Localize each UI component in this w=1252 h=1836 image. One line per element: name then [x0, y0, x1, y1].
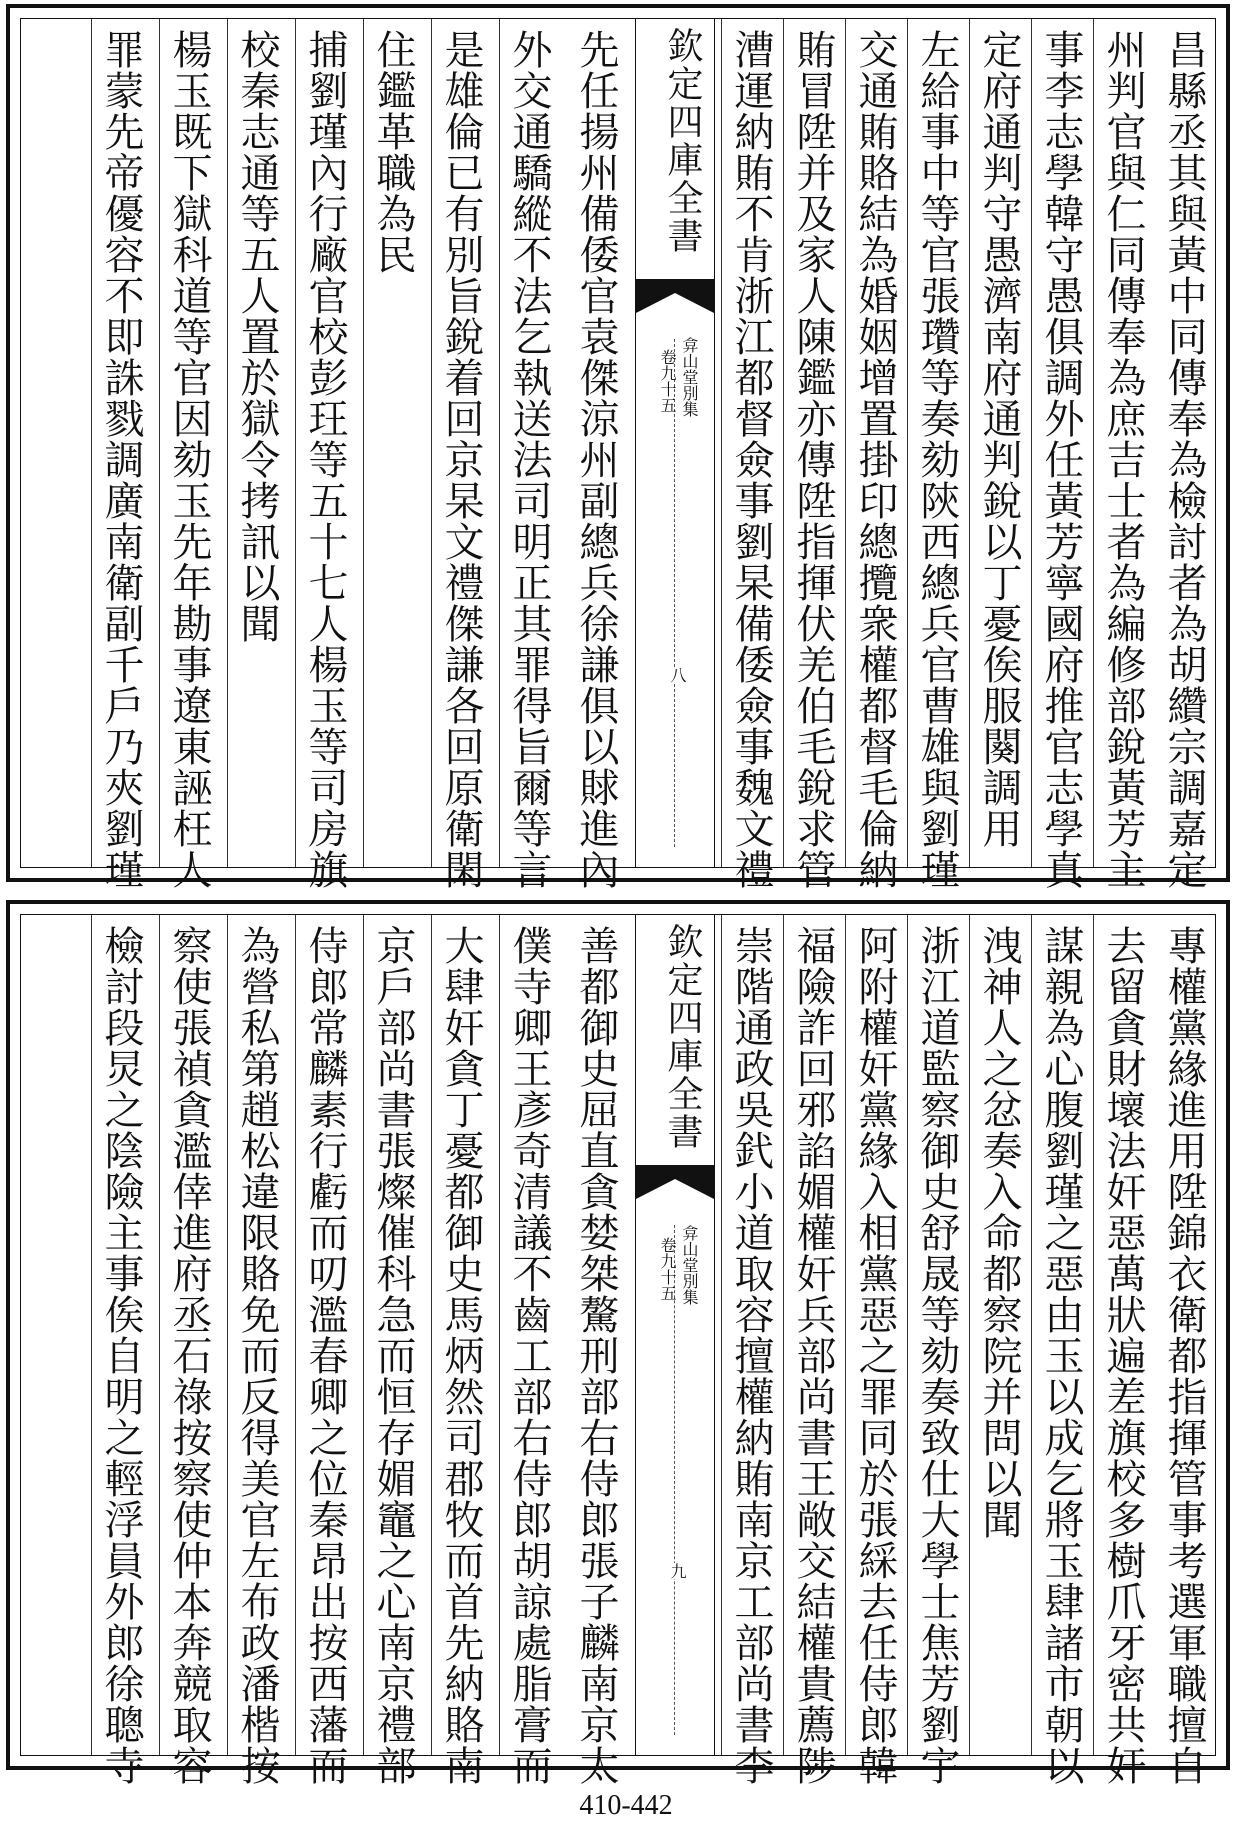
bottom-page [6, 900, 1230, 1786]
text-column: 交通賄賂結為婚姻增置掛印總攬衆權都督毛倫納 [845, 19, 904, 867]
text-column: 浙江道監察御史舒晟等劾奏致仕大學士焦芳劉宇 [907, 915, 966, 1755]
spine-title: 欽定四庫全書 [662, 27, 703, 255]
text-column: 僕寺卿王彥奇清議不齒工部右侍郎胡諒處脂膏而 [499, 915, 558, 1755]
text-column: 福險詐回邪諂媚權奸兵部尚書王敞交結權貴薦陟 [783, 915, 842, 1755]
text-column: 州判官與仁同傳奉為庶吉士者為編修部銳黃芳主 [1093, 19, 1152, 867]
book-spine [635, 915, 715, 1755]
top-page [6, 4, 1230, 890]
text-column: 外交通驕縱不法乞執送法司明正其罪得旨爾等言 [499, 19, 558, 867]
text-column: 為營私第趙松違限賂免而反得美官左布政潘楷按 [227, 915, 286, 1755]
top-page-frame [20, 18, 1216, 890]
text-column: 去留貪財壞法奸惡萬狀遍差旗校多樹爪牙密共奸 [1093, 915, 1152, 1755]
text-column: 昌縣丞其與黃中同傳奉為檢討者為胡纘宗調嘉定 [1161, 29, 1207, 890]
text-column: 罪蒙先帝優容不即誅戮調廣南衛副千戶乃夾劉瑾 [91, 19, 150, 867]
text-column: 左給事中等官張瓚等奏劾陝西總兵官曹雄與劉瑾 [907, 19, 966, 867]
text-column: 大肆奸貪丁憂都御史馬炳然司郡牧而首先納賂南 [431, 915, 490, 1755]
text-column: 漕運納賄不肯浙江都督僉事劉杲備倭僉事魏文禮 [721, 19, 780, 867]
text-column: 檢討段炅之陰險主事俟自明之輕浮員外郎徐聰寺 [91, 915, 150, 1755]
text-column: 住鑑革職為民 [363, 19, 422, 867]
text-column: 侍郎常麟素行虧而叨濫春卿之位秦昂出按西藩而 [295, 915, 354, 1755]
bottom-page-frame [20, 914, 1216, 1786]
fishtail-mark-icon [636, 1165, 714, 1199]
spine-volume: 卷九十五 [658, 349, 677, 413]
text-column: 楊玉既下獄科道等官因劾玉先年勘事遼東誣枉人 [159, 19, 218, 867]
text-column: 崇階通政吳釴小道取容擅權納賄南京工部尚書李 [721, 915, 780, 1755]
spine-page-number: 九 [668, 1563, 687, 1579]
book-spine [635, 19, 715, 867]
spine-rule [674, 1225, 675, 1735]
spine-rule [674, 339, 675, 847]
page-footer-number: 410-442 [579, 1790, 673, 1821]
spine-collection: 弇山堂別集 [680, 337, 699, 417]
text-column: 校秦志通等五人置於獄令拷訊以聞 [227, 19, 286, 867]
text-column: 事李志學韓守愚俱調外任黃芳寧國府推官志學真 [1031, 19, 1090, 867]
spine-title: 欽定四庫全書 [662, 923, 703, 1151]
text-column: 專權黨緣進用陞錦衣衛都指揮管事考選軍職擅自 [1161, 925, 1207, 1786]
fishtail-mark-icon [636, 279, 714, 313]
text-column: 善都御史屈直貪婪桀驁刑部右侍郎張子麟南京太 [573, 925, 619, 1786]
text-column: 洩神人之忿奏入命都察院并問以聞 [969, 915, 1028, 1755]
text-column: 京戶部尚書張燦催科急而恒存媚竈之心南京禮部 [363, 915, 422, 1755]
text-column: 阿附權奸黨緣入相黨惡之罪同於張綵去任侍郎韓 [845, 915, 904, 1755]
text-column: 謀親為心腹劉瑾之惡由玉以成乞將玉肆諸市朝以 [1031, 915, 1090, 1755]
spine-collection: 弇山堂別集 [680, 1225, 699, 1305]
spine-page-number: 八 [668, 667, 687, 683]
text-column: 賄冒陞并及家人陳鑑亦傳陞指揮伏羌伯毛銳求管 [783, 19, 842, 867]
spine-volume: 卷九十五 [658, 1237, 677, 1301]
text-column: 先任揚州備倭官袁傑涼州副總兵徐謙俱以賕進內 [573, 29, 619, 890]
text-column: 察使張禎貪濫倖進府丞石祿按察使仲本奔競取容 [159, 915, 218, 1755]
text-column: 捕劉瑾內行廠官校彭玨等五十七人楊玉等司房旗 [295, 19, 354, 867]
text-column: 是雄倫已有別旨銳着回京杲文禮傑謙各回原衛閑 [431, 19, 490, 867]
text-column: 定府通判守愚濟南府通判銳以丁憂俟服闋調用 [969, 19, 1028, 867]
